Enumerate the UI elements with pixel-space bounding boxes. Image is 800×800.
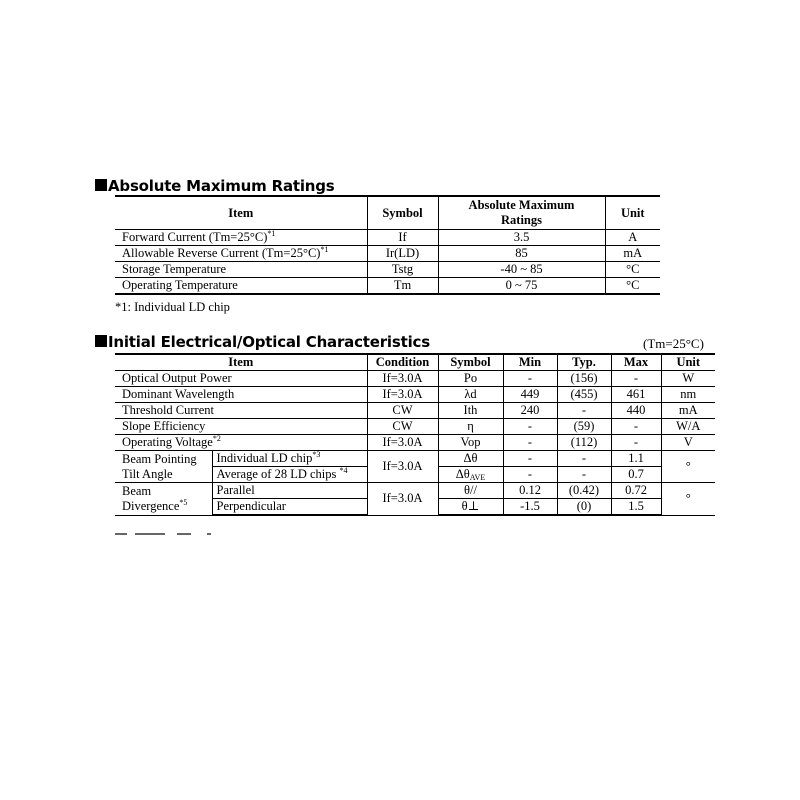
condition-cell: CW (367, 419, 438, 435)
item-label: Allowable Reverse Current (Tm=25°C) (122, 246, 321, 260)
symbol-cell: If (367, 230, 438, 246)
table-row (115, 483, 715, 499)
min-cell: - (503, 419, 557, 435)
symbol-cell: Vop (438, 435, 503, 451)
absolute-ratings-footnote: *1: Individual LD chip (115, 300, 230, 314)
heading-square-icon (95, 335, 107, 347)
unit-cell: °C (605, 262, 660, 278)
unit-cell: °C (605, 278, 660, 295)
max-cell: 0.7 (611, 467, 661, 483)
absolute-ratings-title: Absolute Maximum Ratings (108, 177, 335, 195)
heading-square-icon (95, 179, 107, 191)
header-max: Max (611, 354, 661, 371)
value-cell: 85 (438, 246, 605, 262)
unit-cell: A (605, 230, 660, 246)
max-cell: - (611, 435, 661, 451)
symbol-cell: θ// (438, 483, 503, 499)
max-cell: 461 (611, 387, 661, 403)
item-cell: Threshold Current (115, 403, 367, 419)
item-cell: Dominant Wavelength (115, 387, 367, 403)
electrical-table (115, 353, 715, 516)
unit-cell: ° (661, 483, 715, 516)
table-row (115, 387, 715, 403)
max-cell: 1.5 (611, 499, 661, 516)
table-header-row (115, 354, 715, 371)
max-cell: 440 (611, 403, 661, 419)
symbol-cell: Ir(LD) (367, 246, 438, 262)
condition-cell: If=3.0A (367, 435, 438, 451)
footnote-ref: *2 (212, 434, 221, 443)
divergence-group-line2: Divergence (122, 498, 180, 513)
header-item: Item (115, 354, 367, 371)
typ-cell: (112) (557, 435, 611, 451)
divergence-group-line1: Beam (122, 483, 152, 498)
footnote-ref: *5 (179, 497, 188, 507)
table-row (115, 403, 715, 419)
sub-item-label: Average of 28 LD chips (216, 467, 337, 481)
symbol-cell (438, 467, 503, 483)
max-cell: - (611, 419, 661, 435)
tilt-group-line1: Beam Pointing (122, 451, 197, 466)
unit-cell: ° (661, 451, 715, 483)
condition-cell: CW (367, 403, 438, 419)
table-row (115, 419, 715, 435)
cropped-text-fragment (115, 532, 715, 536)
symbol-cell: Δθ (438, 451, 503, 467)
typ-cell: (156) (557, 371, 611, 387)
sub-item-label: Individual LD chip (216, 451, 313, 465)
tilt-group-line2: Tilt Angle (122, 466, 173, 481)
min-cell: 449 (503, 387, 557, 403)
electrical-title: Initial Electrical/Optical Characteristics (108, 333, 430, 351)
unit-cell: mA (605, 246, 660, 262)
footnote-ref: *4 (339, 466, 348, 475)
unit-cell: V (661, 435, 715, 451)
header-symbol: Symbol (438, 354, 503, 371)
header-ratings-line1: Absolute Maximum (468, 198, 575, 212)
table-row (115, 230, 660, 246)
min-cell: 0.12 (503, 483, 557, 499)
table-row (115, 435, 715, 451)
item-label: Operating Voltage (122, 435, 213, 449)
item-cell: Slope Efficiency (115, 419, 367, 435)
absolute-ratings-table (115, 195, 660, 295)
footnote-ref: *3 (312, 450, 321, 459)
table-row (115, 451, 715, 467)
header-item: Item (115, 196, 367, 230)
item-label: Forward Current (Tm=25°C) (122, 230, 268, 244)
item-cell (115, 246, 367, 262)
header-ratings-line2: Ratings (501, 213, 542, 227)
sub-item-cell (212, 467, 367, 483)
electrical-heading (95, 334, 430, 350)
group-label-cell (115, 451, 212, 483)
unit-cell: mA (661, 403, 715, 419)
typ-cell: - (557, 451, 611, 467)
sub-item-cell: Perpendicular (212, 499, 367, 516)
symbol-cell: Tstg (367, 262, 438, 278)
condition-cell: If=3.0A (367, 371, 438, 387)
min-cell: 240 (503, 403, 557, 419)
header-unit: Unit (661, 354, 715, 371)
value-cell: 0 ~ 75 (438, 278, 605, 295)
symbol-cell: θ⊥ (438, 499, 503, 516)
value-cell: 3.5 (438, 230, 605, 246)
header-symbol: Symbol (367, 196, 438, 230)
max-cell: - (611, 371, 661, 387)
group-label-cell (115, 483, 212, 516)
item-cell: Operating Temperature (115, 278, 367, 295)
item-cell: Optical Output Power (115, 371, 367, 387)
header-typ: Typ. (557, 354, 611, 371)
min-cell: - (503, 435, 557, 451)
table-header-row (115, 196, 660, 230)
symbol-cell: Po (438, 371, 503, 387)
test-condition-note: (Tm=25°C) (643, 336, 704, 351)
unit-cell: W (661, 371, 715, 387)
footnote-ref: *1 (320, 245, 329, 254)
item-cell (115, 230, 367, 246)
table-row (115, 371, 715, 387)
item-cell (115, 435, 367, 451)
header-min: Min (503, 354, 557, 371)
typ-cell: - (557, 467, 611, 483)
sub-item-cell (212, 451, 367, 467)
condition-cell: If=3.0A (367, 387, 438, 403)
typ-cell: (0) (557, 499, 611, 516)
table-row (115, 278, 660, 295)
absolute-ratings-heading (95, 178, 335, 194)
unit-cell: W/A (661, 419, 715, 435)
table-row (115, 246, 660, 262)
typ-cell: (59) (557, 419, 611, 435)
header-condition: Condition (367, 354, 438, 371)
min-cell: - (503, 467, 557, 483)
symbol-subscript: AVE (469, 473, 486, 482)
symbol-cell: Tm (367, 278, 438, 295)
min-cell: - (503, 371, 557, 387)
symbol-cell: λd (438, 387, 503, 403)
table-row (115, 262, 660, 278)
condition-cell: If=3.0A (367, 483, 438, 516)
item-cell: Storage Temperature (115, 262, 367, 278)
header-unit: Unit (605, 196, 660, 230)
unit-cell: nm (661, 387, 715, 403)
min-cell: -1.5 (503, 499, 557, 516)
typ-cell: - (557, 403, 611, 419)
typ-cell: (455) (557, 387, 611, 403)
footnote-ref: *1 (267, 229, 276, 238)
symbol-label: Δθ (455, 467, 470, 481)
value-cell: -40 ~ 85 (438, 262, 605, 278)
symbol-cell: Ith (438, 403, 503, 419)
max-cell: 0.72 (611, 483, 661, 499)
condition-cell: If=3.0A (367, 451, 438, 483)
max-cell: 1.1 (611, 451, 661, 467)
header-ratings (438, 196, 605, 230)
typ-cell: (0.42) (557, 483, 611, 499)
symbol-cell: η (438, 419, 503, 435)
sub-item-cell: Parallel (212, 483, 367, 499)
min-cell: - (503, 451, 557, 467)
